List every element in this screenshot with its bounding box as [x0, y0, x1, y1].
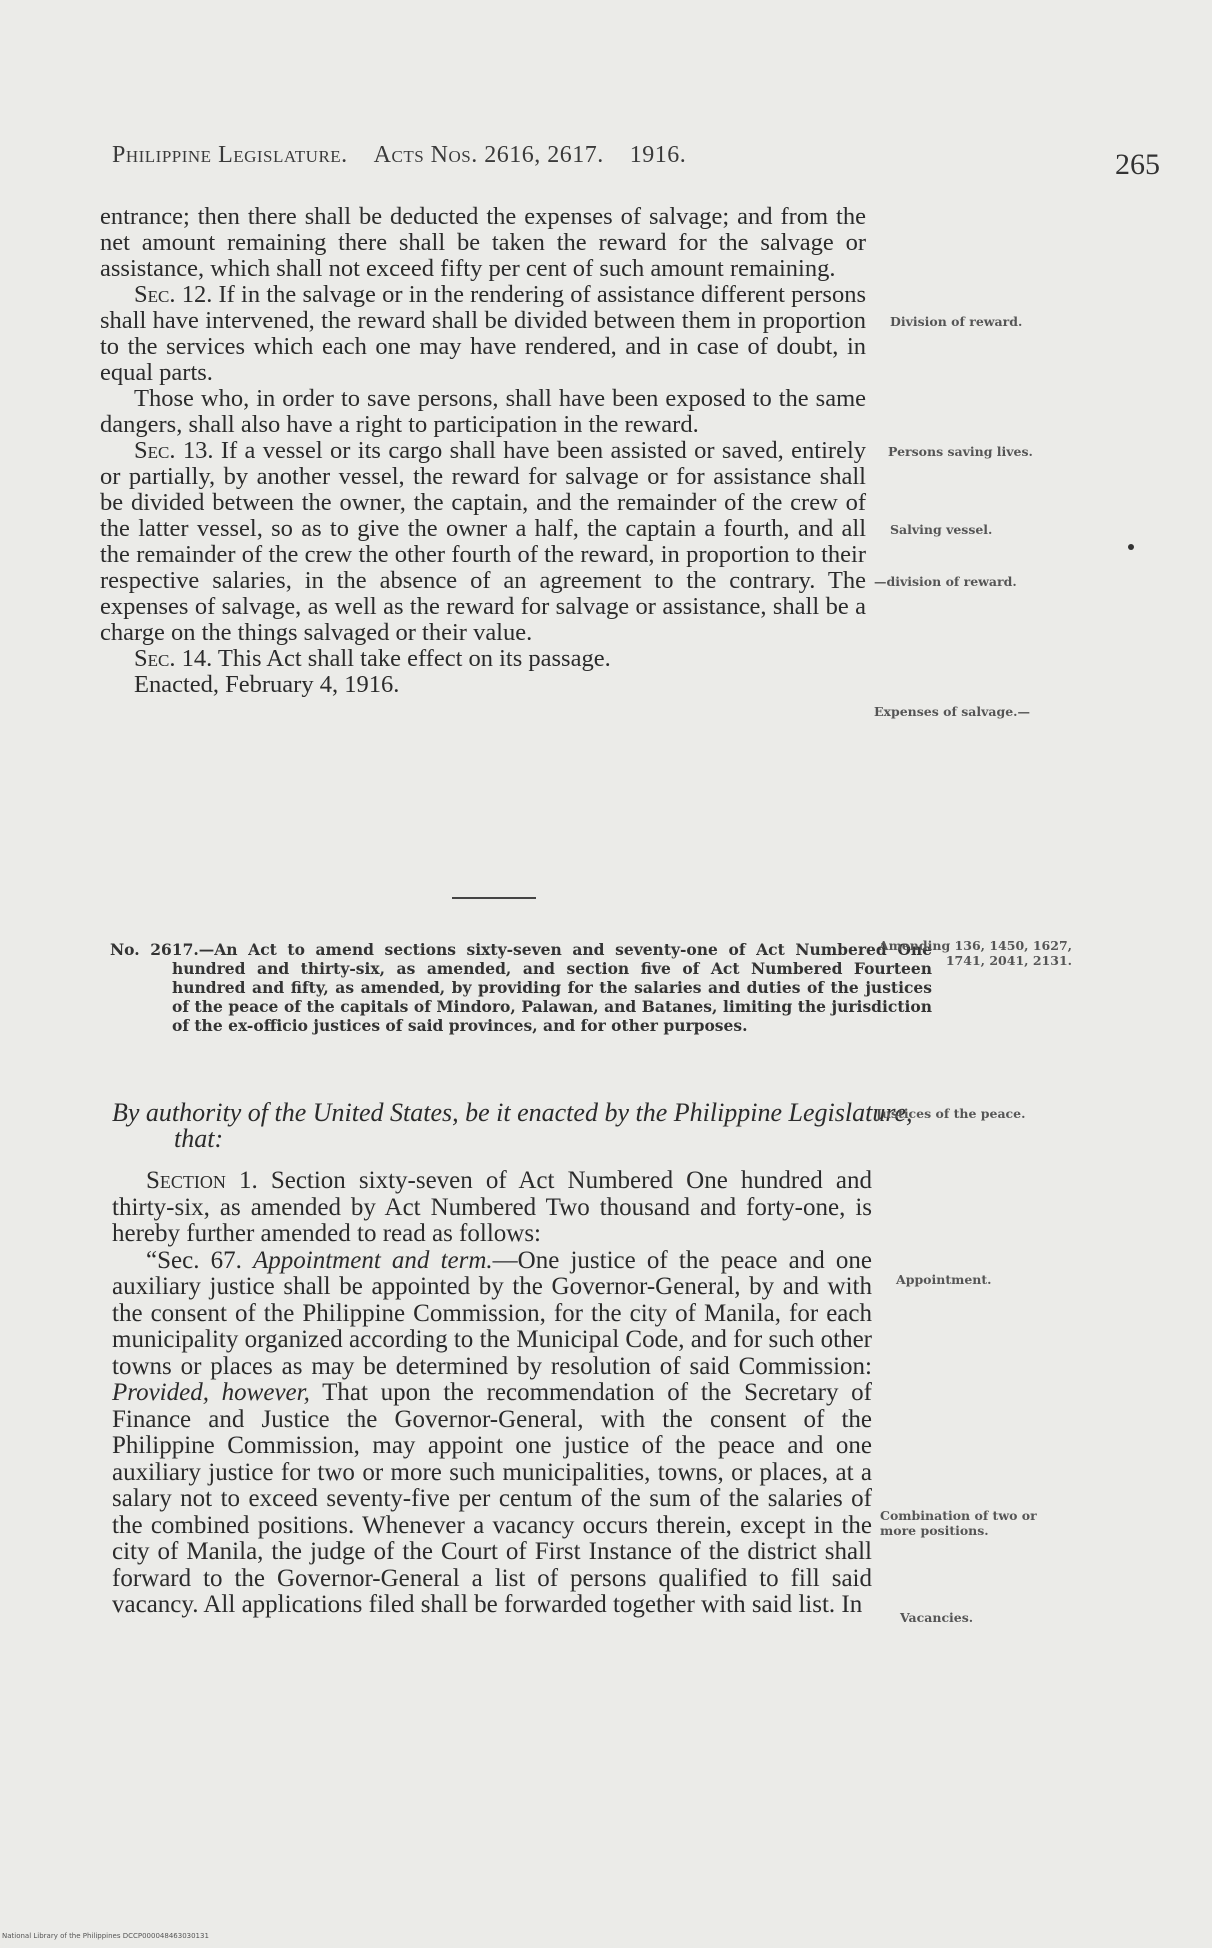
margin-note-combination: Combination of two or more positions.: [880, 1508, 1037, 1538]
act-2617-title: No. 2617.—An Act to amend sections sixty-seven and seventy-one of Act Numbered One hundred and thirty-six, as amended, and section five of Act Numbered Fourteen hundred and fifty, as amended, by providing for the salaries and duties of the justices of the peace of the capitals of Mindoro, Palawan, and Batanes, limiting the jurisdiction of the ex-officio justices of said provinces, and for other purposes.: [110, 940, 932, 1035]
acts-numbers: Acts Nos. 2616, 2617.: [373, 142, 604, 168]
enacting-clause: By authority of the United States, be it enacted by the Philippine Legislature, that:: [112, 1098, 913, 1153]
section-13: [100, 438, 866, 646]
paragraph-persons-saving: Those who, in order to save persons, shall have been exposed to the same dangers, shall also have a right to participation in the reward.: [100, 385, 866, 438]
margin-note-persons-saving-lives: Persons saving lives.: [888, 444, 1033, 459]
running-header: [112, 142, 852, 169]
header-year: 1916.: [629, 142, 687, 168]
ink-speck: [1128, 544, 1134, 550]
margin-note-expenses-of-salvage: Expenses of salvage.—: [874, 704, 1030, 719]
body-text-act-2617: [112, 1168, 872, 1619]
margin-note-justices-of-the-peace: Justices of the peace.: [876, 1106, 1026, 1121]
section-label: Sec.: [134, 645, 176, 672]
section-14: [100, 646, 866, 672]
margin-note-salving-vessel: Salving vessel.: [890, 522, 993, 537]
section-67-proviso: Provided, however,: [112, 1379, 310, 1406]
footer-credit: National Library of the Philippines DCCP000048463030131: [2, 1932, 209, 1940]
section-67-text-b: That upon the recommendation of the Secretary of Finance and Justice the Governor-General, with the consent of the Philippine Commission, may appoint one justice of the peace and one auxiliary justice for two or more such municipalities, towns, or places, at a salary not to exceed seventy-five per centum of the sum of the salaries of the combined positions. Whenever a vacancy occurs therein, except in the city of Manila, the judge of the Court of First Instance of the district shall forward to the Governor-General a list of persons qualified to fill said vacancy. All applications filed shall be forwarded together with said list. In: [112, 1379, 872, 1618]
section-divider: [452, 897, 536, 899]
section-label: Sec.: [134, 281, 176, 308]
section-12: [100, 282, 866, 386]
paragraph-continuation: entrance; then there shall be deducted the expenses of salvage; and from the net amount remaining there shall be taken the reward for the salvage or assistance, which shall not exceed fifty per cent of such amount remaining.: [100, 203, 866, 282]
body-text-top: [100, 204, 866, 698]
section-text: 13. If a vessel or its cargo shall have been assisted or saved, entirely or partially, by another vessel, the reward for salvage or for assistance shall be divided between the owner, the captain, and the remainder of the crew of the latter vessel, so as to give the owner a half, the captain a fourth, and all the remainder of the crew the other fourth of the reward, in proportion to their respective salaries, in the absence of an agreement to the contrary. The expenses of salvage, as well as the reward for salvage or assistance, shall be a charge on the things salvaged or their value.: [100, 437, 866, 646]
section-1: [112, 1168, 872, 1248]
page-number: 265: [1115, 148, 1160, 181]
section-label: Sec.: [134, 437, 176, 464]
margin-note-division-of-reward: Division of reward.: [890, 314, 1023, 329]
enacted-date: Enacted, February 4, 1916.: [134, 671, 400, 698]
section-67-open: “Sec. 67.: [146, 1246, 254, 1274]
section-text: 12. If in the salvage or in the rendering of assistance different persons shall have intervened, the reward shall be divided between them in proportion to the services which each one may have rendered, and in case of doubt, in equal parts.: [100, 281, 866, 386]
section-text: 14. This Act shall take effect on its passage.: [175, 645, 611, 672]
section-67: [112, 1248, 872, 1619]
margin-note-appointment: Appointment.: [896, 1272, 992, 1287]
margin-note-division-of-reward-2: —division of reward.: [874, 574, 1017, 589]
running-title: Philippine Legislature.: [112, 142, 348, 168]
section-67-text-a: —One justice of the peace and one auxiliary justice shall be appointed by the Governor-General, by and with the consent of the Philippine Commission, for the city of Manila, for each municipality organized according to the Municipal Code, and for such other towns or places as may be determined by resolution of said Commission:: [112, 1246, 872, 1380]
section-label: Section: [146, 1167, 226, 1194]
section-text: 1. Section sixty-seven of Act Numbered One hundred and thirty-six, as amended by Act Numbered Two thousand and forty-one, is hereby further amended to read as follows:: [112, 1167, 872, 1247]
section-67-heading: Appointment and term.: [253, 1246, 493, 1274]
margin-note-amending: Amending 136, 1450, 1627, 1741, 2041, 2131.: [878, 938, 1072, 968]
margin-note-vacancies: Vacancies.: [900, 1610, 974, 1625]
